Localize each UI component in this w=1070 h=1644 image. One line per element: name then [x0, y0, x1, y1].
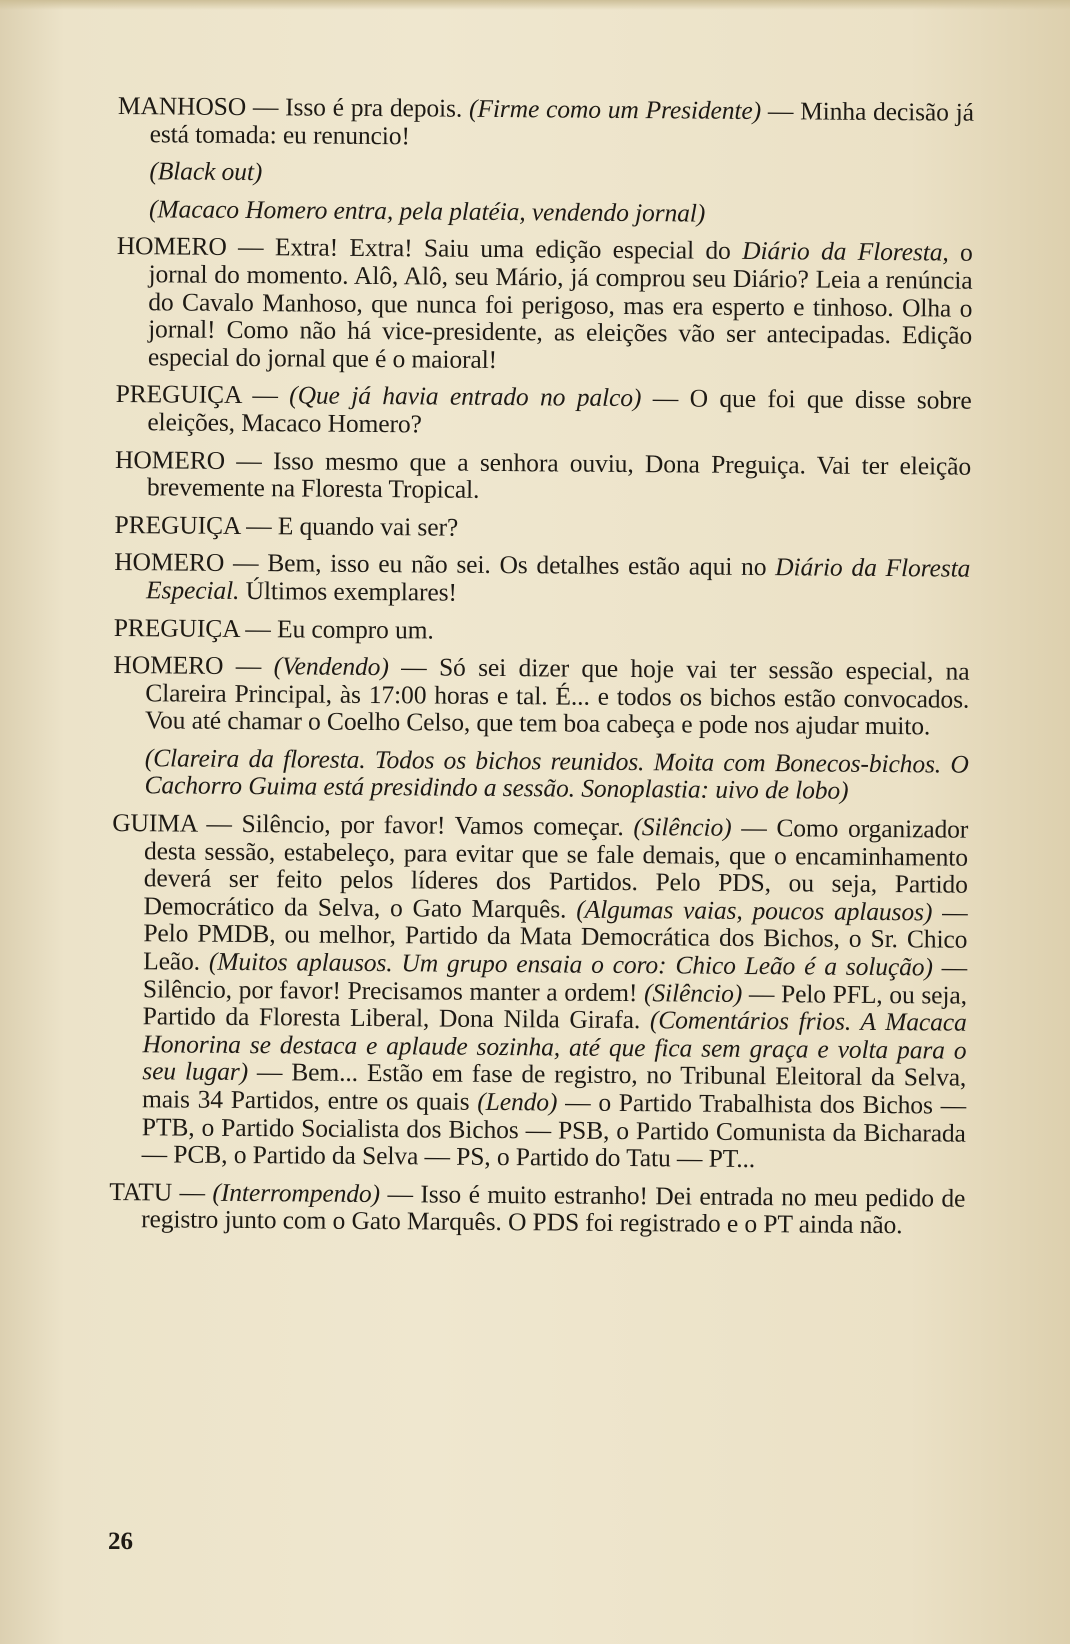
text-segment: PREGUIÇA — Eu compro um.	[113, 612, 434, 644]
page-number: 26	[108, 1528, 133, 1555]
text-segment: Últimos exemplares!	[239, 575, 458, 607]
text-segment: — Só sei dizer que hoje vai ter sessão especial, na Clareira Principal, às 17:00 horas e tal. É... e todos os bichos estão convocados. Vou até chamar o Coelho Celso, que tem boa cabeça e pode nos ajudar muito.	[144, 652, 970, 741]
dialogue-line	[114, 613, 970, 647]
italic-segment: (Black out)	[149, 156, 263, 187]
italic-segment: Diário da Floresta,	[742, 236, 949, 267]
italic-segment: (Interrompendo)	[212, 1177, 381, 1208]
text-segment: — Como organizador desta sessão, estabeleço, para evitar que se fale demais, que o encaminhamento deverá ser feito pelos líderes dos Partidos. Pelo PDS, ou seja, Partido Democrático da Selva, o Gato Marquês.	[143, 812, 969, 924]
text-segment: HOMERO — Bem, isso eu não sei. Os detalhes estão aqui no	[114, 547, 776, 582]
text-segment: — Isso é muito estranho! Dei entrada no meu pedido de registro junto com o Gato Marquês. O PDS foi registrado e o PT ainda não.	[141, 1178, 966, 1240]
text-segment: — o Partido Trabalhista dos Bichos — PTB, o Partido Socialista dos Bichos — PSB, o Partido Comunista da Bicharada — PCB, o Partido da Selva — PS, o Partido do Tatu — PT...	[141, 1087, 967, 1174]
text-segment: — O que foi que disse sobre eleições, Macaco Homero?	[147, 383, 972, 439]
text-segment: — Pelo PFL, ou seja, Partido da Floresta Liberal, Dona Nilda Girafa.	[142, 978, 968, 1035]
dialogue-line	[115, 380, 971, 442]
dialogue-line	[118, 92, 974, 154]
dialogue-line	[116, 232, 973, 377]
text-segment: GUIMA — Silêncio, por favor! Vamos começar.	[112, 808, 634, 842]
text-segment: TATU —	[109, 1176, 213, 1207]
stage-direction	[112, 744, 968, 806]
italic-segment: (Macaco Homero entra, pela platéia, vendendo jornal)	[148, 194, 706, 228]
text-segment: HOMERO —	[113, 650, 274, 681]
stage-direction	[117, 195, 973, 229]
text-segment: HOMERO — Isso mesmo que a senhora ouviu, Dona Preguiça. Vai ter eleição brevemente na Floresta Tropical.	[115, 444, 972, 504]
text-segment: PREGUIÇA —	[115, 379, 290, 410]
dialogue-line	[113, 651, 970, 741]
italic-segment: (Vendendo)	[273, 651, 389, 682]
italic-segment: (Muitos aplausos. Um grupo ensaia o coro: Chico Leão é a solução)	[208, 946, 933, 982]
italic-segment: (Silêncio)	[633, 812, 732, 842]
text-segment: — Bem... Estão em fase de registro, no Tribunal Eleitoral da Selva, mais 34 Partidos, entre os quais	[141, 1057, 967, 1116]
italic-segment: (Silêncio)	[643, 977, 743, 1008]
italic-segment: (Firme como um Presidente)	[468, 93, 762, 126]
italic-segment: (Algumas vaias, poucos aplausos)	[576, 894, 933, 927]
dialogue-line	[115, 446, 971, 508]
text-segment: MANHOSO — Isso é pra depois.	[117, 91, 470, 123]
page-text	[109, 92, 974, 1250]
text-segment: — Pelo PMDB, ou melhor, Partido da Mata Democrática dos Bichos, o Sr. Chico Leão.	[143, 897, 968, 976]
text-segment: HOMERO — Extra! Extra! Saiu uma edição especial do	[116, 231, 743, 266]
dialogue-line	[114, 511, 970, 545]
text-segment: — Silêncio, por favor! Precisamos manter a ordem!	[142, 952, 968, 1007]
italic-segment: (Clareira da floresta. Todos os bichos reunidos. Moita com Bonecos-bichos. O Cachorro Guima está presidindo a sessão. Sonoplastia: uivo de lobo)	[144, 743, 969, 806]
text-segment: o jornal do momento. Alô, Alô, seu Mário, já comprou seu Diário? Leia a renúncia do Cavalo Manhoso, que nunca foi perigoso, mas era esperto e tinhoso. Olha o jornal! Como não há vice-presidente, as eleições vão ser antecipadas. Edição especial do jornal que é o maioral!	[147, 237, 973, 374]
dialogue-line	[109, 1178, 965, 1240]
dialogue-line	[114, 548, 970, 610]
italic-segment: (Comentários frios. A Macaca Honorina se destaca e aplaude sozinha, até que fica sem graça e volta para o seu lugar)	[142, 1005, 967, 1087]
stage-direction	[117, 157, 973, 191]
text-segment: — Minha decisão já está tomada: eu renuncio!	[149, 96, 974, 150]
italic-segment: Diário da Floresta Especial.	[145, 552, 971, 605]
italic-segment: (Que já havia entrado no palco)	[289, 380, 642, 413]
italic-segment: (Lendo)	[477, 1086, 558, 1117]
text-segment: PREGUIÇA — E quando vai ser?	[114, 509, 459, 542]
dialogue-line	[110, 809, 969, 1174]
